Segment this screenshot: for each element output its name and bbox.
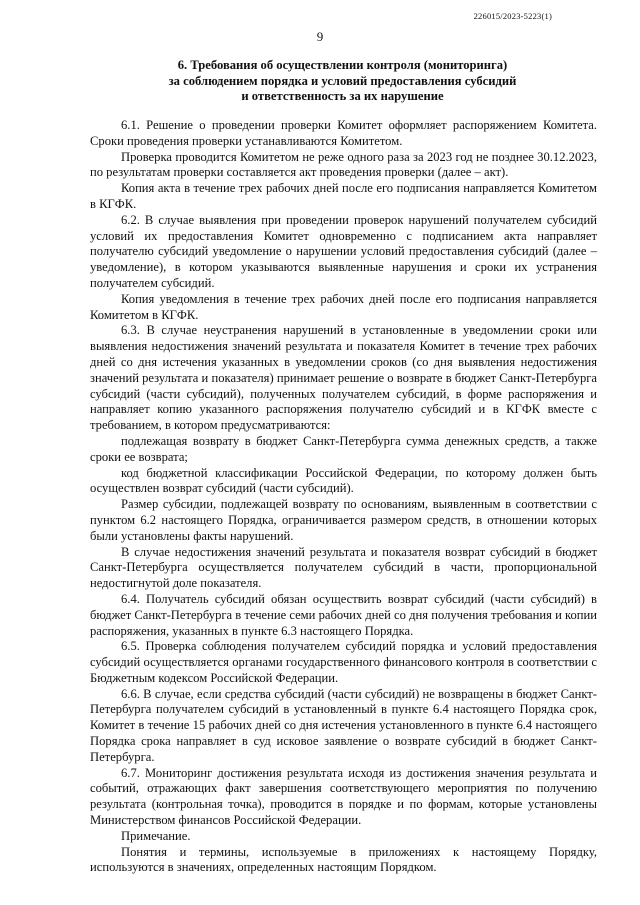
page-number: 9 (316, 29, 324, 44)
paragraph-note-heading: Примечание. (121, 828, 191, 843)
paragraph-subsidy-size: Размер субсидии, подлежащей возврату по основаниям, выявленным в соответствии с пунктом 6.2 настоящего Порядка, ограничивается размером средств, в отношении которых были установлены факты нарушений. (90, 497, 597, 543)
paragraph-note-text: Понятия и термины, используемые в приложениях к настоящему Порядку, используются в значениях, определенных настоящим Порядком. (90, 844, 597, 875)
document-number: 226015/2023-5223(1) (473, 11, 552, 21)
paragraph-act-copy: Копия акта в течение трех рабочих дней после его подписания направляется Комитетом в КГФК. (90, 181, 597, 211)
paragraph-6-7: 6.7. Мониторинг достижения результата исходя из достижения значения результата и событий, отражающих факт завершения соответствующего мероприятия по получению результата (контрольная точка), проводится в порядке и по формам, которые установлены Министерством финансов Российской Федерации. (90, 765, 597, 828)
paragraph-6-3: 6.3. В случае неустранения нарушений в установленные в уведомлении сроки или выявления недостижения значений результата и показателя Комитет в течение трех рабочих дней со дня истечения указанных в уведомлении сроков (со дня выявления недостижения значений результата и показателя) принимает решение о возврате в бюджет Санкт-Петербурга субсидий (части субсидий), полученных получателем субсидий, в форме распоряжения и направляет копию указанного распоряжения получателю субсидий и в КГФК вместе с требованием, в котором предусматриваются: (90, 323, 597, 433)
paragraph-6-5: 6.5. Проверка соблюдения получателем субсидий порядка и условий предоставления субсидий осуществляется органами государственного финансового контроля в соответствии с Бюджетным кодексом Российской Федерации. (90, 639, 597, 685)
paragraph-6-6: 6.6. В случае, если средства субсидий (части субсидий) не возвращены в бюджет Санкт-Петербурга получателем субсидий в установленный в пункте 6.4 настоящего Порядка срок, Комитет в течение 15 рабочих дней со дня истечения установленного в пункте 6.4 настоящего Порядка срока направляет в суд исковое заявление о возврате субсидий в бюджет Санкт-Петербурга. (90, 686, 597, 764)
paragraph-budget-code: код бюджетной классификации Российской Федерации, по которому должен быть осуществлен возврат субсидий (части субсидий). (90, 465, 597, 496)
paragraph-refund-amount: подлежащая возврату в бюджет Санкт-Петербурга сумма денежных средств, а также сроки ее возврата; (90, 433, 597, 464)
section-title (90, 58, 595, 105)
paragraph-6-2: 6.2. В случае выявления при проведении проверок нарушений получателем субсидий условий их предоставления Комитет одновременно с подписанием акта направляет получателю субсидий уведомление о нарушении условий предоставления субсидий (далее – уведомление), в котором указываются выявленные нарушения и сроки их устранения получателем субсидий. (90, 212, 597, 290)
paragraph-6-4: 6.4. Получатель субсидий обязан осуществить возврат субсидий (части субсидий) в бюджет Санкт-Петербурга в течение семи рабочих дней со дня получения требования и копии распоряжения, указанных в пункте 6.3 настоящего Порядка. (90, 591, 597, 638)
paragraph-proportional-refund: В случае недостижения значений результата и показателя возврат субсидий в бюджет Санкт-Петербурга осуществляется получателем субсидий в части, пропорциональной недостигнутой доле показателя. (90, 544, 597, 591)
paragraph-inspection-frequency: Проверка проводится Комитетом не реже одного раза за 2023 год не позднее 30.12.2023, по результатам проверки составляется акт проведения проверки (далее – акт). (90, 149, 597, 180)
section-title-line-2: за соблюдением порядка и условий предоставления субсидий (168, 73, 517, 88)
section-title-line-1: 6. Требования об осуществлении контроля (мониторинга) (177, 58, 508, 72)
paragraph-6-1: 6.1. Решение о проведении проверки Комитет оформляет распоряжением Комитета. Сроки проведения проверки устанавливаются Комитетом. (90, 118, 597, 148)
section-title-line-3: и ответственность за их нарушение (241, 89, 444, 103)
paragraph-notice-copy: Копия уведомления в течение трех рабочих дней после его подписания направляется Комитетом в КГФК. (90, 291, 597, 322)
document-body (90, 118, 597, 876)
